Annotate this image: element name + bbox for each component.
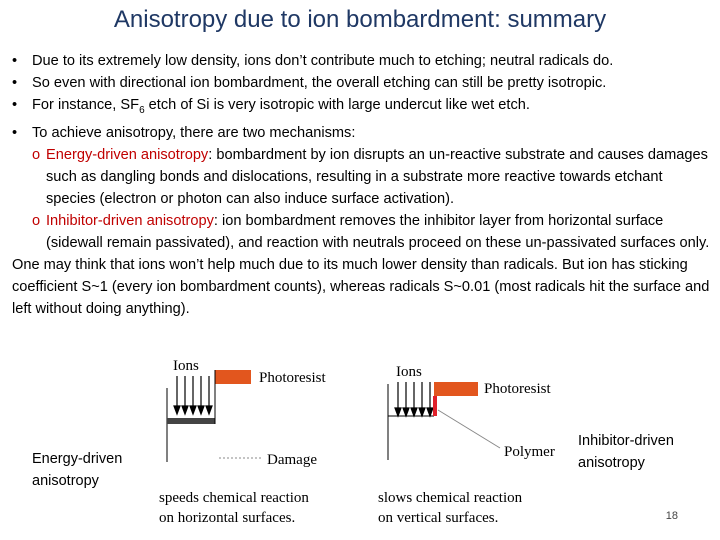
energy-driven-label: Energy-driven anisotropy [32, 451, 123, 489]
inhibitor-driven-figure [372, 360, 572, 530]
bullet-3-post: etch of Si is very isotropic with large undercut like wet etch. [144, 97, 530, 113]
left-ion-arrows [174, 376, 212, 414]
left-caption-line1: speeds chemical reaction [159, 490, 309, 506]
right-polymer-layer [433, 396, 437, 416]
subbullet-inhibitor-text: : ion bombardment removes the inhibitor layer from horizontal surface (sidewall remain passivated), and reaction with neutrals proceed on these un-passivated surfaces only. [46, 212, 710, 251]
left-photoresist-block [215, 370, 251, 384]
summary-paragraph: One may think that ions won’t help much due to its much lower density than radicals. But ion has sticking coefficient S~1 (every ion bombardment counts), whereas radicals S~0.01 (most radicals hit the surface and left without doing anything). [12, 256, 710, 317]
right-photoresist-label: Photoresist [484, 381, 551, 397]
left-ions-label: Ions [173, 358, 199, 374]
slide-title: Anisotropy due to ion bombardment: summary [113, 6, 607, 33]
right-polymer-leader [438, 410, 500, 448]
subbullet-inhibitor-term: Inhibitor-driven anisotropy [46, 212, 214, 229]
right-polymer-label: Polymer [504, 444, 555, 460]
inhibitor-driven-label: Inhibitor-driven anisotropy [578, 433, 674, 471]
bullet-2: • So even with directional ion bombardment, the overall etching can still be pretty isotropic. [16, 72, 712, 94]
subbullet-energy [12, 144, 712, 210]
bullet-1: • Due to its extremely low density, ions don’t contribute much to etching; neutral radicals do. [16, 50, 712, 72]
right-ion-arrows [395, 382, 433, 416]
page-number: 18 [665, 510, 678, 522]
right-caption-line2: on vertical surfaces. [378, 510, 499, 526]
right-ions-label: Ions [396, 364, 422, 380]
right-photoresist-block [434, 382, 478, 396]
left-caption-line2: on horizontal surfaces. [159, 510, 296, 526]
right-caption-line1: slows chemical reaction [378, 490, 523, 506]
energy-driven-figure [155, 352, 355, 530]
subbullet-energy-term: Energy-driven anisotropy [46, 146, 209, 163]
left-photoresist-label: Photoresist [259, 370, 326, 386]
subbullet-energy-text: : bombardment by ion disrupts an un-reactive substrate and causes damages such as dangling bonds and dislocations, resulting in a substrate more reactive towards etchant species (electron or photon can also induce surface activation). [46, 146, 708, 207]
bullet-3 [16, 94, 712, 122]
slide-body [12, 50, 712, 320]
bullet-3-subscript: 6 [139, 104, 145, 116]
bullet-3-pre: For instance, SF [32, 97, 140, 113]
bullet-4: • To achieve anisotropy, there are two mechanisms: [16, 122, 712, 144]
subbullet-inhibitor [12, 210, 712, 254]
left-damage-label: Damage [267, 452, 317, 468]
left-damage-layer [167, 418, 215, 424]
